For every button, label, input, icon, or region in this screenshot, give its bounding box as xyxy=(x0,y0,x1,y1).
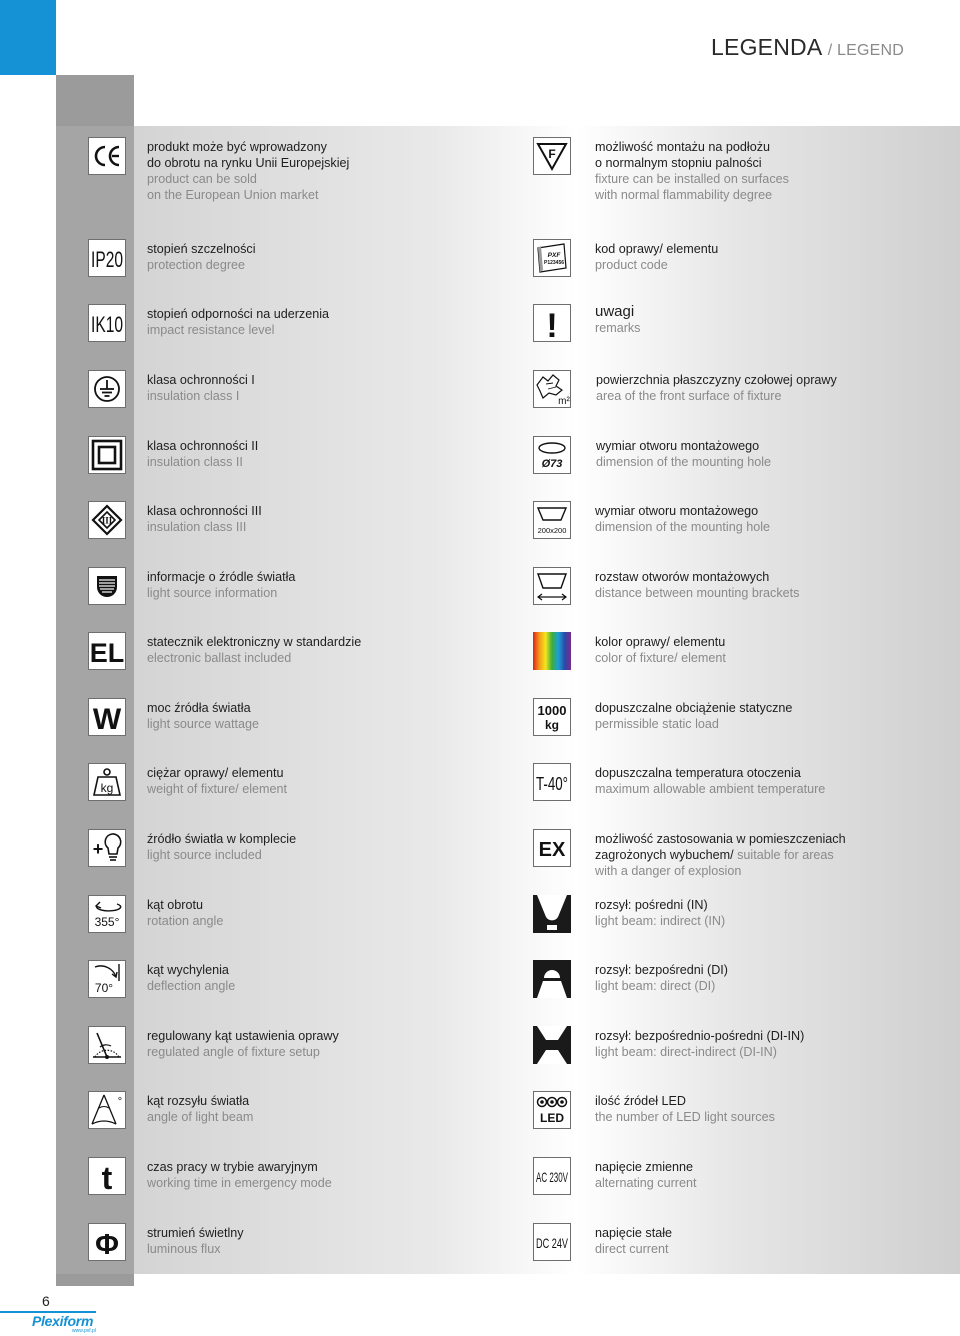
svg-text:AC 230V: AC 230V xyxy=(536,1169,569,1185)
beam-direct-indirect-icon xyxy=(533,1026,571,1064)
rainbow-color-icon xyxy=(533,632,571,670)
legend-item-insulation-class-3: klasa ochronności III insulation class III xyxy=(147,504,262,534)
deflection-angle-icon xyxy=(88,960,126,998)
earth-ground-icon xyxy=(88,370,126,408)
svg-text:200x200: 200x200 xyxy=(537,526,567,535)
svg-text:F: F xyxy=(548,147,556,161)
led-count-icon xyxy=(533,1091,571,1129)
svg-text:1000: 1000 xyxy=(537,703,567,718)
phi-icon xyxy=(88,1223,126,1261)
front-area-icon xyxy=(533,370,571,408)
svg-text:IP20: IP20 xyxy=(91,247,123,272)
svg-text:355°: 355° xyxy=(94,915,120,929)
bottom-gray-tab xyxy=(56,1274,134,1286)
svg-text:m²: m² xyxy=(558,396,570,407)
legend-item-electronic-ballast: statecznik elektroniczny w standardzie electronic ballast included xyxy=(147,635,362,665)
ce-mark-icon xyxy=(88,137,126,175)
legend-item-static-load: dopuszczalne obciążenie statyczne permissible static load xyxy=(595,701,793,731)
svg-text:!: ! xyxy=(546,307,558,345)
rotation-angle-icon xyxy=(88,895,126,933)
svg-text:kg: kg xyxy=(100,781,114,795)
light-source-info-icon xyxy=(88,567,126,605)
temperature-icon xyxy=(533,763,571,801)
legend-item-ambient-temperature: dopuszczalna temperatura otoczenia maximum allowable ambient temperature xyxy=(595,766,826,796)
ip20-icon xyxy=(88,239,126,277)
legend-item-beam-angle: kąt rozsyłu światła angle of light beam xyxy=(147,1094,254,1124)
svg-text:kg: kg xyxy=(544,718,560,732)
beam-indirect-icon xyxy=(533,895,571,933)
square-hole-icon xyxy=(533,501,571,539)
legend-item-led-count: ilość źródeł LED the number of LED light sources xyxy=(595,1094,775,1124)
svg-text:T-40°: T-40° xyxy=(536,774,568,794)
legend-item-direct-current: napięcie stałe direct current xyxy=(595,1226,673,1256)
weight-kg-icon xyxy=(88,763,126,801)
static-load-icon xyxy=(533,698,571,736)
svg-text:IK10: IK10 xyxy=(91,312,123,337)
svg-text:EX: EX xyxy=(538,839,566,861)
svg-text:W: W xyxy=(92,703,122,736)
svg-text:Ø73: Ø73 xyxy=(541,458,563,470)
legend-item-color: kolor oprawy/ elementu color of fixture/ element xyxy=(595,635,726,665)
svg-text:°: ° xyxy=(117,1096,123,1108)
legend-item-mounting-hole-round: wymiar otworu montażowego dimension of the mounting hole xyxy=(596,439,772,469)
legend-item-light-source-included: źródło światła w komplecie light source included xyxy=(147,832,297,862)
el-icon xyxy=(88,632,126,670)
legend-item-bracket-distance: rozstaw otworów montażowych distance between mounting brackets xyxy=(595,570,800,600)
t-icon xyxy=(88,1157,126,1195)
svg-text:LED: LED xyxy=(540,1111,564,1125)
legend-item-front-area: powierzchnia płaszczyzny czołowej oprawy area of the front surface of fixture xyxy=(596,373,837,403)
svg-text:t: t xyxy=(101,1160,113,1196)
page-number: 6 xyxy=(42,1293,50,1309)
legend-item-regulated-angle: regulowany kąt ustawienia oprawy regulated angle of fixture setup xyxy=(147,1029,339,1059)
regulated-angle-icon xyxy=(88,1026,126,1064)
page-title: LEGENDA / LEGEND xyxy=(711,34,904,60)
legend-item-insulation-class-2: klasa ochronności II insulation class II xyxy=(147,439,259,469)
legend-item-luminous-flux: strumień świetlny luminous flux xyxy=(147,1226,244,1256)
svg-text:III: III xyxy=(101,515,113,526)
legend-item-ce: produkt może być wprowadzony do obrotu na rynku Unii Europejskiej product can be sold on the European Union market xyxy=(147,140,350,202)
svg-text:P123456: P123456 xyxy=(543,260,565,266)
legend-item-emergency-time: czas pracy w trybie awaryjnym working time in emergency mode xyxy=(147,1160,332,1190)
svg-text:DC 24V: DC 24V xyxy=(536,1235,569,1251)
legend-item-beam-direct: rozsył: bezpośredni (DI) light beam: direct (DI) xyxy=(595,963,728,993)
bracket-distance-icon xyxy=(533,567,571,605)
svg-text:Φ: Φ xyxy=(95,1229,119,1261)
plus-bulb-icon xyxy=(88,829,126,867)
legend-item-weight: ciężar oprawy/ elementu weight of fixture/ element xyxy=(147,766,288,796)
legend-item-insulation-class-1: klasa ochronności I insulation class I xyxy=(147,373,255,403)
legend-item-light-source-info: informacje o źródle światła light source information xyxy=(147,570,296,600)
legend-item-mounting-hole-square: wymiar otworu montażowego dimension of the mounting hole xyxy=(595,504,771,534)
logo-url: www.pxf.pl xyxy=(72,1328,96,1334)
ex-icon xyxy=(533,829,571,867)
legend-item-impact-resistance: stopień odporności na uderzenia impact resistance level xyxy=(147,307,330,337)
beam-direct-icon xyxy=(533,960,571,998)
f-triangle-icon xyxy=(533,137,571,175)
legend-item-rotation-angle: kąt obrotu rotation angle xyxy=(147,898,224,928)
ac-voltage-icon xyxy=(533,1157,571,1195)
exclamation-icon xyxy=(533,304,571,345)
legend-item-alternating-current: napięcie zmienne alternating current xyxy=(595,1160,697,1190)
legend-item-product-code: kod oprawy/ elementu product code xyxy=(595,242,719,272)
round-hole-icon xyxy=(533,436,571,474)
svg-text:PXF: PXF xyxy=(547,252,561,259)
plexiform-logo: Plexiform xyxy=(32,1313,94,1329)
legend-item-flammability: możliwość montażu na podłożu o normalnym stopniu palności fixture can be installed on surfaces with normal flammability degree xyxy=(595,140,789,202)
header-blue-block xyxy=(0,0,56,75)
legend-item-remarks: uwagi remarks xyxy=(595,303,641,335)
dc-voltage-icon xyxy=(533,1223,571,1261)
product-code-icon xyxy=(533,239,571,277)
legend-item-wattage: moc źródła światła light source wattage xyxy=(147,701,260,731)
header-gray-tab xyxy=(56,75,134,126)
legend-item-explosion-areas: możliwość zastosowania w pomieszczeniach zagrożonych wybuchem/ suitable for areas with a danger of explosion xyxy=(595,832,846,878)
svg-text:EL: EL xyxy=(89,638,125,668)
legend-item-deflection-angle: kąt wychylenia deflection angle xyxy=(147,963,236,993)
ik10-icon xyxy=(88,304,126,342)
legend-item-beam-direct-indirect: rozsył: bezpośrednio-pośredni (DI-IN) light beam: direct-indirect (DI-IN) xyxy=(595,1029,805,1059)
svg-text:+: + xyxy=(92,839,104,859)
double-square-icon xyxy=(88,436,126,474)
legend-item-beam-indirect: rozsył: pośredni (IN) light beam: indirect (IN) xyxy=(595,898,726,928)
w-icon xyxy=(88,698,126,736)
legend-item-protection-degree: stopień szczelności protection degree xyxy=(147,242,256,272)
diamond-class3-icon xyxy=(88,501,126,539)
svg-text:70°: 70° xyxy=(94,981,114,995)
beam-angle-icon xyxy=(88,1091,126,1129)
